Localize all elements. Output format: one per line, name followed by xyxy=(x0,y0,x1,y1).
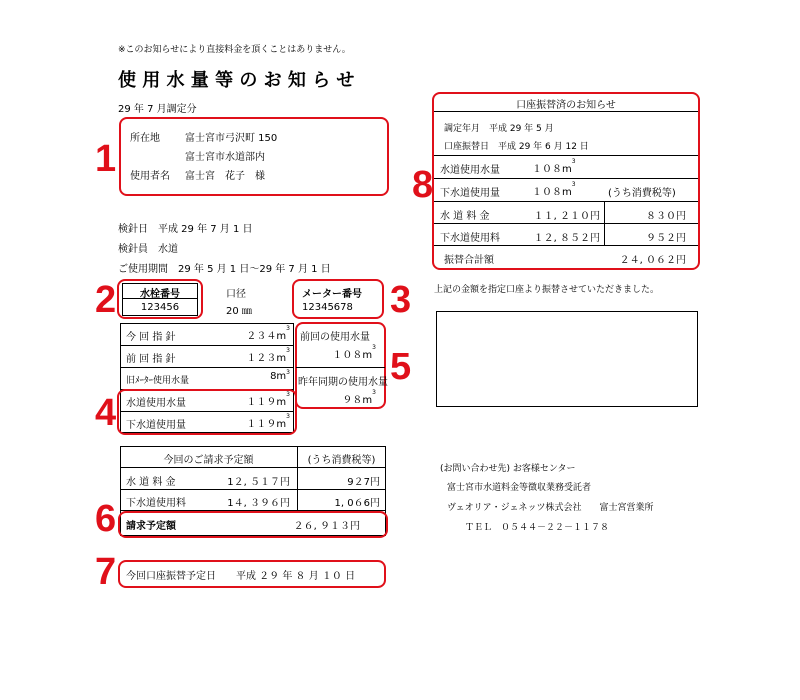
reading-label: 今 回 指 針 xyxy=(126,332,176,343)
row-divider xyxy=(434,111,698,112)
billing-row-amount: 1２, ５１７円 xyxy=(227,477,290,488)
callout-1: 1 xyxy=(95,138,117,180)
notice-text: ※このお知らせにより直接料金を頂くことはありません。 xyxy=(118,45,351,55)
contact-line1: (お問い合わせ先) お客様センター xyxy=(440,464,576,474)
usage-highlight-box xyxy=(117,389,297,435)
row-divider xyxy=(120,345,294,346)
account-row-label: 下水道使用料 xyxy=(440,233,500,244)
contact-line2: 富士宮市水道料金等徴収業務受託者 xyxy=(447,483,592,493)
row-divider xyxy=(434,223,698,224)
address-line1: 富士宮市弓沢町 150 xyxy=(185,133,278,144)
billing-total-label: 請求予定額 xyxy=(126,521,176,532)
account-row-amount: １２, ８５２円 xyxy=(533,233,600,244)
reading-label: 前 回 指 針 xyxy=(126,354,176,365)
usage-period: ご使用期間 29 年 5 月 1 日～29 年 7 月 1 日 xyxy=(118,264,331,275)
previous-usage-value: $108m^3$ xyxy=(332,344,376,361)
bore-label: 口径 xyxy=(226,289,246,300)
contact-line3: ヴェオリア・ジェネッツ株式会社 富士宮営業所 xyxy=(447,503,654,513)
reading-value: $123m^3$ xyxy=(246,347,290,364)
reading-value: $119m^3$ xyxy=(246,391,290,408)
user-name: 富士宮 花子 様 xyxy=(185,171,265,182)
reading-value: $119m^3$ xyxy=(246,413,290,430)
row-divider xyxy=(296,367,385,368)
address-line2: 富士宮市水道部内 xyxy=(185,152,265,163)
callout-2: 2 xyxy=(95,279,117,321)
meter-label: メーター番号 xyxy=(302,289,362,300)
callout-8: 8 xyxy=(412,164,434,206)
user-label: 使用者名 xyxy=(130,171,170,182)
callout-5: 5 xyxy=(390,346,412,388)
billing-row-label: 下水道使用料 xyxy=(126,498,186,509)
transfer-date: 今回口座振替予定日 平成 ２９ 年 ８ 月 １０ 日 xyxy=(126,571,356,582)
account-total-label: 振替合計額 xyxy=(444,255,494,266)
bore-value: 20 ㎜ xyxy=(226,306,252,317)
reading-label: 旧ﾒｰﾀｰ使用水量 xyxy=(126,376,190,386)
address-label: 所在地 xyxy=(130,133,160,144)
billing-row-label: 水 道 料 金 xyxy=(126,477,176,488)
account-row-tax: ９５２円 xyxy=(646,233,686,244)
account-water-usage-label: 水道使用水量 xyxy=(440,165,500,176)
row-divider xyxy=(434,245,698,246)
transfer-message: 上記の金額を指定口座より振替させていただきました。 xyxy=(434,285,660,295)
reading-value: $234m^3$ xyxy=(246,325,290,342)
billing-row-tax: 9２7円 xyxy=(347,477,380,488)
billing-total-amount: ２６, ９１３円 xyxy=(293,521,360,532)
account-notice-header: 口座振替済のお知らせ xyxy=(516,100,616,111)
page-title: 使 用 水 量 等 の お 知 ら せ xyxy=(118,70,355,91)
reading-label: 下水道使用量 xyxy=(126,420,186,431)
account-row-label: 水 道 料 金 xyxy=(440,211,490,222)
meter-number: 12345678 xyxy=(302,302,353,313)
row-divider xyxy=(434,178,698,179)
contact-tel: ＴＥＬ ０５４４－２２－１１７８ xyxy=(465,523,610,533)
callout-4: 4 xyxy=(95,392,117,434)
callout-3: 3 xyxy=(390,279,412,321)
billing-tax-header: (うち消費税等) xyxy=(307,455,376,466)
row-divider xyxy=(120,467,386,468)
inspection-date: 検針日 平成 29 年 7 月 1 日 xyxy=(118,224,253,235)
row-divider xyxy=(120,367,294,368)
inspector: 検針員 水道 xyxy=(118,244,178,255)
account-sewer-usage-value: $108m^3$ xyxy=(532,181,576,198)
callout-6: 6 xyxy=(95,498,117,540)
account-transfer-date: 口座振替日 平成 29 年 6 月 12 日 xyxy=(444,142,589,152)
survey-month: 29 年 7 月調定分 xyxy=(118,104,197,115)
callout-7: 7 xyxy=(95,551,117,593)
row-divider xyxy=(434,155,698,156)
last-year-usage-value: $98m^3$ xyxy=(342,389,376,406)
row-divider xyxy=(120,489,386,490)
account-row-amount: １１, ２１０円 xyxy=(533,211,600,222)
hydrant-number: 123456 xyxy=(140,302,180,313)
previous-usage-label: 前回の使用水量 xyxy=(300,332,370,343)
billing-row-amount: 1４, ３９６円 xyxy=(227,498,290,509)
reading-value: $8m^3$ xyxy=(270,369,290,382)
account-survey-month: 調定年月 平成 29 年 5 月 xyxy=(444,124,554,134)
blank-box xyxy=(436,311,698,407)
account-sewer-usage-label: 下水道使用量 xyxy=(440,188,500,199)
account-total-amount: ２４, ０６２円 xyxy=(619,255,686,266)
billing-header: 今回のご請求予定額 xyxy=(163,455,254,466)
reading-label: 水道使用水量 xyxy=(126,398,186,409)
billing-row-tax: 1, 0６6円 xyxy=(334,498,380,509)
account-tax-header: (うち消費税等) xyxy=(608,188,676,199)
last-year-usage-label: 昨年同期の使用水量 xyxy=(298,377,388,388)
account-water-usage-value: $108m^3$ xyxy=(532,158,576,175)
row-divider xyxy=(434,201,698,202)
hydrant-label: 水栓番号 xyxy=(140,289,180,300)
account-row-tax: ８３０円 xyxy=(646,211,686,222)
